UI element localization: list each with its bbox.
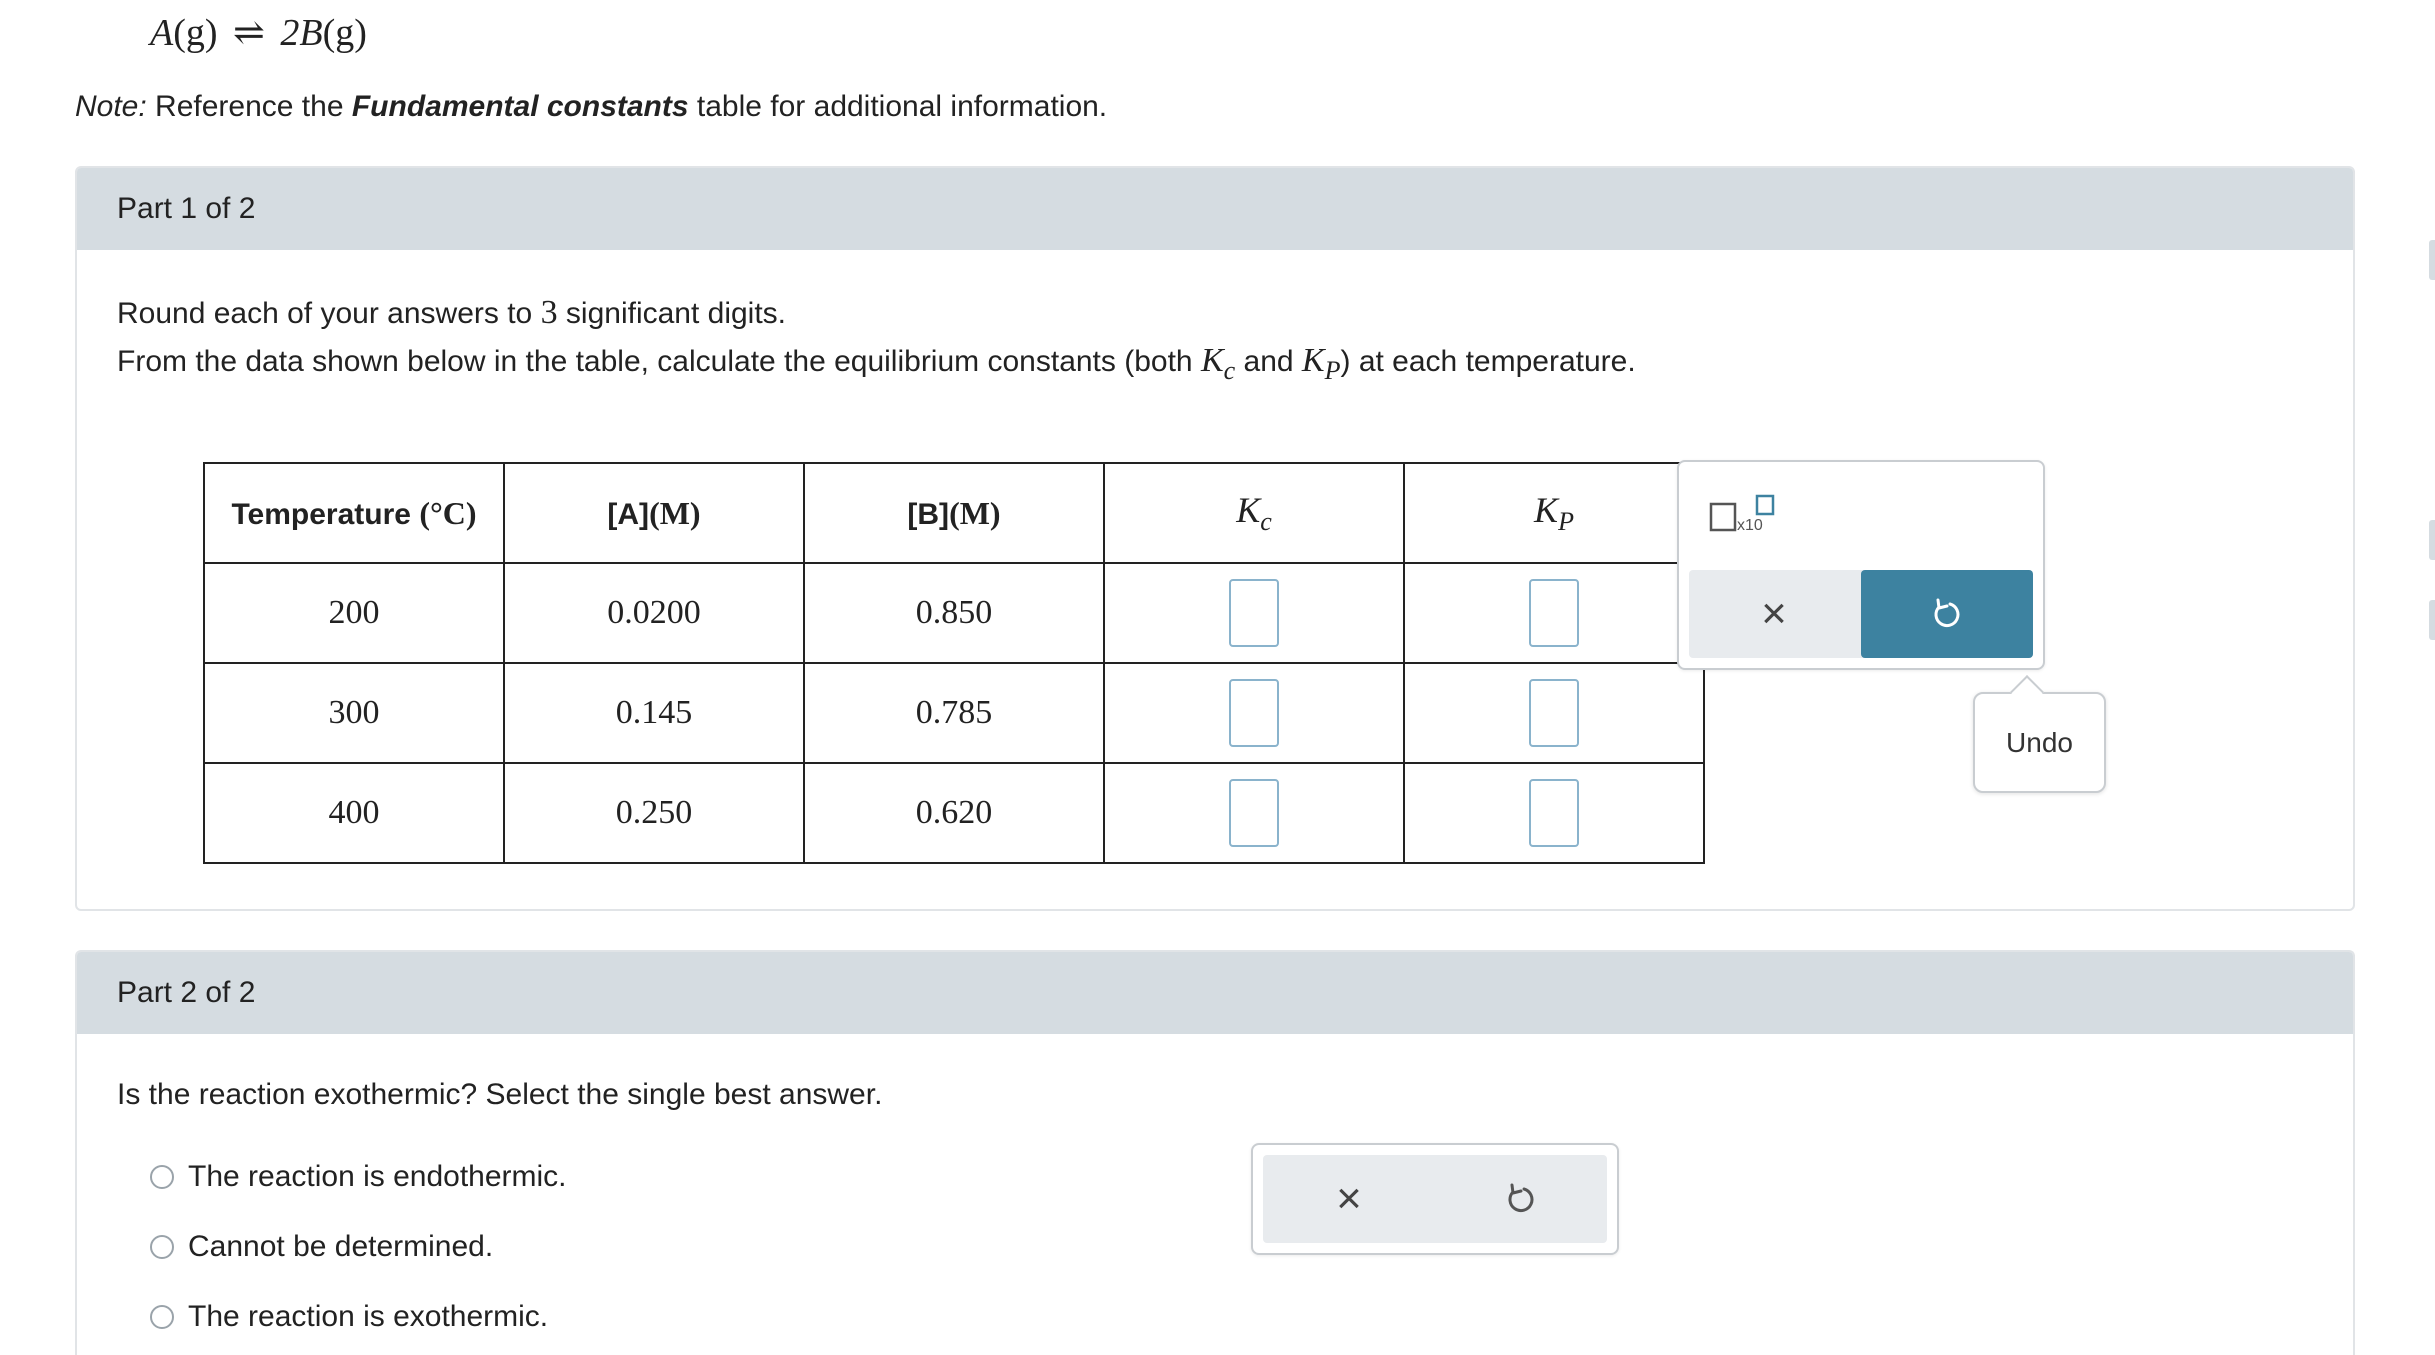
question-text: From the data shown below in the table, calculate the equilibrium constants (both $K_c$ and $K_P$) at each temperature. xyxy=(117,342,1636,385)
fundamental-constants-link[interactable]: Fundamental constants xyxy=(351,90,689,123)
kc-input-400[interactable] xyxy=(1229,779,1279,847)
close-icon: × xyxy=(1761,589,1787,638)
undo-button[interactable] xyxy=(1861,570,2033,658)
kc-input-200[interactable] xyxy=(1229,579,1279,647)
edge-marker xyxy=(2429,600,2435,640)
cell-b: 0.850 xyxy=(804,563,1104,663)
header-b: [B](M) xyxy=(804,463,1104,563)
cell-temp: 400 xyxy=(204,763,504,863)
equilibrium-arrow: ⇌ xyxy=(233,12,265,54)
product: 2B xyxy=(280,12,323,54)
cell-b: 0.620 xyxy=(804,763,1104,863)
part-2-undo-button[interactable] xyxy=(1435,1155,1607,1243)
table-row xyxy=(204,763,1704,863)
table-row xyxy=(204,663,1704,763)
part-2-header: Part 2 of 2 xyxy=(77,952,2353,1034)
cell-a: 0.0200 xyxy=(504,563,804,663)
reactant-phase: (g) xyxy=(173,12,218,54)
edge-marker xyxy=(2429,520,2435,560)
radio-button[interactable] xyxy=(150,1165,174,1189)
kp-input-400[interactable] xyxy=(1529,779,1579,847)
table-row xyxy=(204,563,1704,663)
part-2-panel xyxy=(75,950,2355,1355)
radio-button[interactable] xyxy=(150,1235,174,1259)
sci-notation-label: x10 xyxy=(1737,517,1763,534)
product-phase: (g) xyxy=(322,12,367,54)
equilibrium-data-table xyxy=(203,462,1705,864)
part-2-question: Is the reaction exothermic? Select the single best answer. xyxy=(117,1078,883,1111)
part-1-header: Part 1 of 2 xyxy=(77,168,2353,250)
clear-button[interactable] xyxy=(1689,570,1859,658)
reference-note: Note: Reference the Fundamental constants table for additional information. xyxy=(75,90,1108,123)
cell-a: 0.250 xyxy=(504,763,804,863)
kp-input-200[interactable] xyxy=(1529,579,1579,647)
option-endothermic[interactable]: The reaction is endothermic. xyxy=(150,1160,567,1194)
header-kc: $K_c$ xyxy=(1104,463,1404,563)
header-kp: $K_P$ xyxy=(1404,463,1704,563)
table-header-row xyxy=(204,463,1704,563)
close-icon: × xyxy=(1336,1174,1362,1223)
cell-a: 0.145 xyxy=(504,663,804,763)
reaction-equation xyxy=(150,10,367,55)
undo-icon xyxy=(1503,1181,1539,1217)
part-2-palette xyxy=(1251,1143,1619,1255)
header-temperature: Temperature (°C) xyxy=(204,463,504,563)
cell-temp: 300 xyxy=(204,663,504,763)
undo-tooltip: Undo xyxy=(1973,692,2106,793)
part-2-clear-button[interactable] xyxy=(1263,1155,1435,1243)
scientific-notation-icon xyxy=(1709,494,1779,534)
undo-icon xyxy=(1929,596,1965,632)
reactant: A xyxy=(150,12,174,54)
cell-temp: 200 xyxy=(204,563,504,663)
radio-button[interactable] xyxy=(150,1305,174,1329)
math-palette xyxy=(1677,460,2045,670)
note-prefix: Note: xyxy=(75,90,147,123)
scientific-notation-button[interactable] xyxy=(1709,494,1779,534)
kp-input-300[interactable] xyxy=(1529,679,1579,747)
edge-marker xyxy=(2429,240,2435,280)
rounding-instruction: Round each of your answers to 3 significant digits. xyxy=(117,294,787,331)
kc-input-300[interactable] xyxy=(1229,679,1279,747)
option-cannot-determine[interactable]: Cannot be determined. xyxy=(150,1230,493,1264)
option-exothermic[interactable]: The reaction is exothermic. xyxy=(150,1300,548,1334)
cell-b: 0.785 xyxy=(804,663,1104,763)
header-a: [A](M) xyxy=(504,463,804,563)
